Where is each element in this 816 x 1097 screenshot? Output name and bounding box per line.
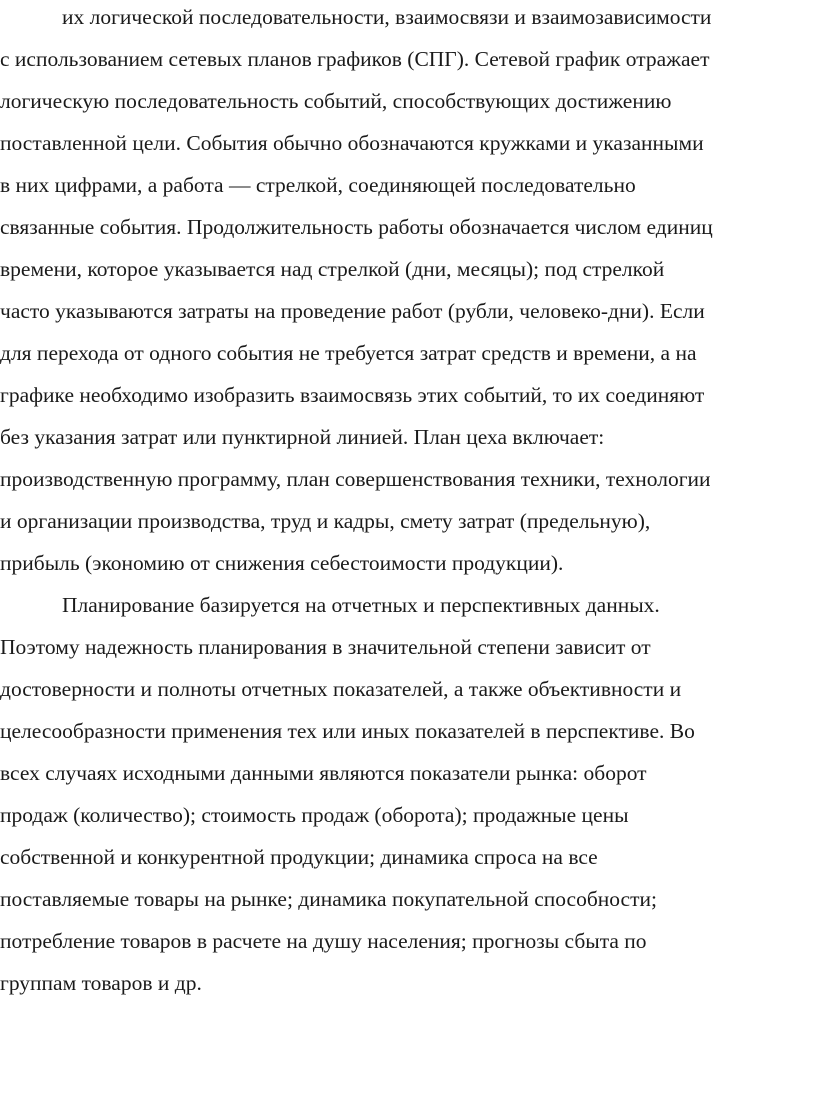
text-line: продаж (количество); стоимость продаж (оборота); продажные цены bbox=[0, 803, 629, 827]
text-line: без указания затрат или пунктирной линией. План цеха включает: bbox=[0, 425, 605, 449]
text-line: с использованием сетевых планов графиков (СПГ). Сетевой график отражает bbox=[0, 47, 710, 71]
text-line: целесообразности применения тех или иных показателей в перспективе. Во bbox=[0, 719, 695, 743]
text-line: всех случаях исходными данными являются показатели рынка: оборот bbox=[0, 761, 647, 785]
text-line: связанные события. Продолжительность работы обозначается числом единиц bbox=[0, 215, 713, 239]
text-line: достоверности и полноты отчетных показателей, а также объективности и bbox=[0, 677, 682, 701]
text-line: поставляемые товары на рынке; динамика покупательной способности; bbox=[0, 887, 657, 911]
text-line: графике необходимо изобразить взаимосвязь этих событий, то их соединяют bbox=[0, 383, 705, 407]
text-line: времени, которое указывается над стрелкой (дни, месяцы); под стрелкой bbox=[0, 257, 665, 281]
text-line: группам товаров и др. bbox=[0, 971, 202, 995]
text-line: в них цифрами, а работа — стрелкой, соединяющей последовательно bbox=[0, 173, 636, 197]
text-line: потребление товаров в расчете на душу населения; прогнозы сбыта по bbox=[0, 929, 647, 953]
text-line: Планирование базируется на отчетных и перспективных данных. bbox=[62, 593, 660, 617]
text-line: и организации производства, труд и кадры, смету затрат (предельную), bbox=[0, 509, 651, 533]
text-line: поставленной цели. События обычно обозначаются кружками и указанными bbox=[0, 131, 704, 155]
text-line: их логической последовательности, взаимосвязи и взаимозависимости bbox=[62, 5, 712, 29]
text-line: собственной и конкурентной продукции; динамика спроса на все bbox=[0, 845, 598, 869]
text-line: прибыль (экономию от снижения себестоимости продукции). bbox=[0, 551, 564, 575]
text-line: производственную программу, план совершенствования техники, технологии bbox=[0, 467, 711, 491]
text-line: логическую последовательность событий, способствующих достижению bbox=[0, 89, 672, 113]
text-line: Поэтому надежность планирования в значительной степени зависит от bbox=[0, 635, 651, 659]
text-line: часто указываются затраты на проведение работ (рубли, человеко-дни). Если bbox=[0, 299, 705, 323]
text-line: для перехода от одного события не требуется затрат средств и времени, а на bbox=[0, 341, 697, 365]
